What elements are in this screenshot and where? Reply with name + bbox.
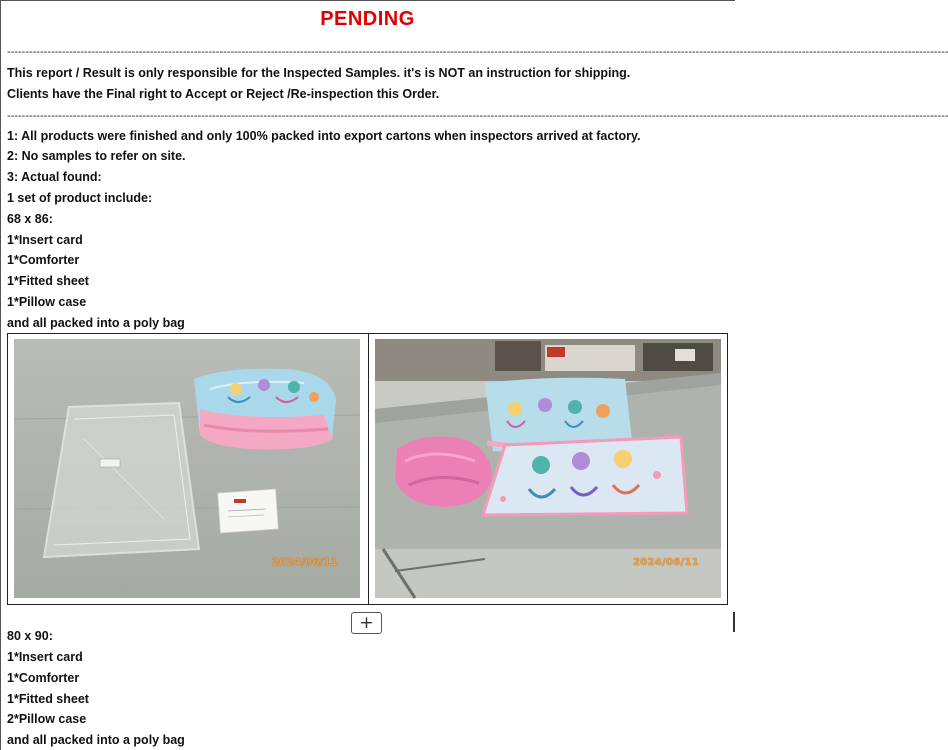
separator-line: ----------------------------------------------------------------------------------------------------------------------------------------------------------------------------------------------------------------------------------------------------------------- bbox=[7, 110, 948, 122]
size-b-item: 1*Comforter bbox=[7, 671, 80, 685]
finding-3: 3: Actual found: bbox=[7, 170, 102, 184]
scroll-edge-marker bbox=[733, 612, 735, 632]
photo-date-stamp: 2024/06/11 bbox=[633, 557, 699, 568]
size-b-item: 1*Insert card bbox=[7, 650, 83, 664]
photo-bedding-set[interactable] bbox=[375, 339, 721, 598]
size-a-item: 1*Pillow case bbox=[7, 295, 87, 309]
size-a-item: 1*Comforter bbox=[7, 253, 80, 267]
page-border-left bbox=[0, 0, 1, 750]
size-b-packing: and all packed into a poly bag bbox=[7, 733, 185, 747]
plus-icon: + bbox=[359, 612, 374, 633]
size-b-item: 1*Fitted sheet bbox=[7, 692, 89, 706]
photo-table bbox=[7, 333, 728, 605]
disclaimer-line-1: This report / Result is only responsible for the Inspected Samples. it's is NOT an instruction for shipping. bbox=[7, 66, 631, 80]
size-a-packing: and all packed into a poly bag bbox=[7, 316, 185, 330]
disclaimer-line-2: Clients have the Final right to Accept or Reject /Re-inspection this Order. bbox=[7, 87, 440, 101]
finding-2: 2: No samples to refer on site. bbox=[7, 149, 186, 163]
size-a-item: 1*Insert card bbox=[7, 233, 83, 247]
size-b-item: 2*Pillow case bbox=[7, 712, 87, 726]
photo-divider bbox=[368, 334, 369, 604]
photo-packaging[interactable] bbox=[14, 339, 360, 598]
separator-line: ----------------------------------------------------------------------------------------------------------------------------------------------------------------------------------------------------------------------------------------------------------------- bbox=[7, 46, 948, 58]
finding-1: 1: All products were finished and only 100% packed into export cartons when inspectors arrived at factory. bbox=[7, 129, 641, 143]
size-b-label: 80 x 90: bbox=[7, 629, 53, 643]
add-photo-button[interactable] bbox=[351, 612, 382, 634]
photo-date-stamp: 2024/06/11 bbox=[272, 557, 338, 568]
size-a-label: 68 x 86: bbox=[7, 212, 53, 226]
set-include-label: 1 set of product include: bbox=[7, 191, 153, 205]
page-border-top bbox=[0, 0, 735, 1]
size-a-item: 1*Fitted sheet bbox=[7, 274, 89, 288]
status-title: PENDING bbox=[320, 8, 415, 30]
